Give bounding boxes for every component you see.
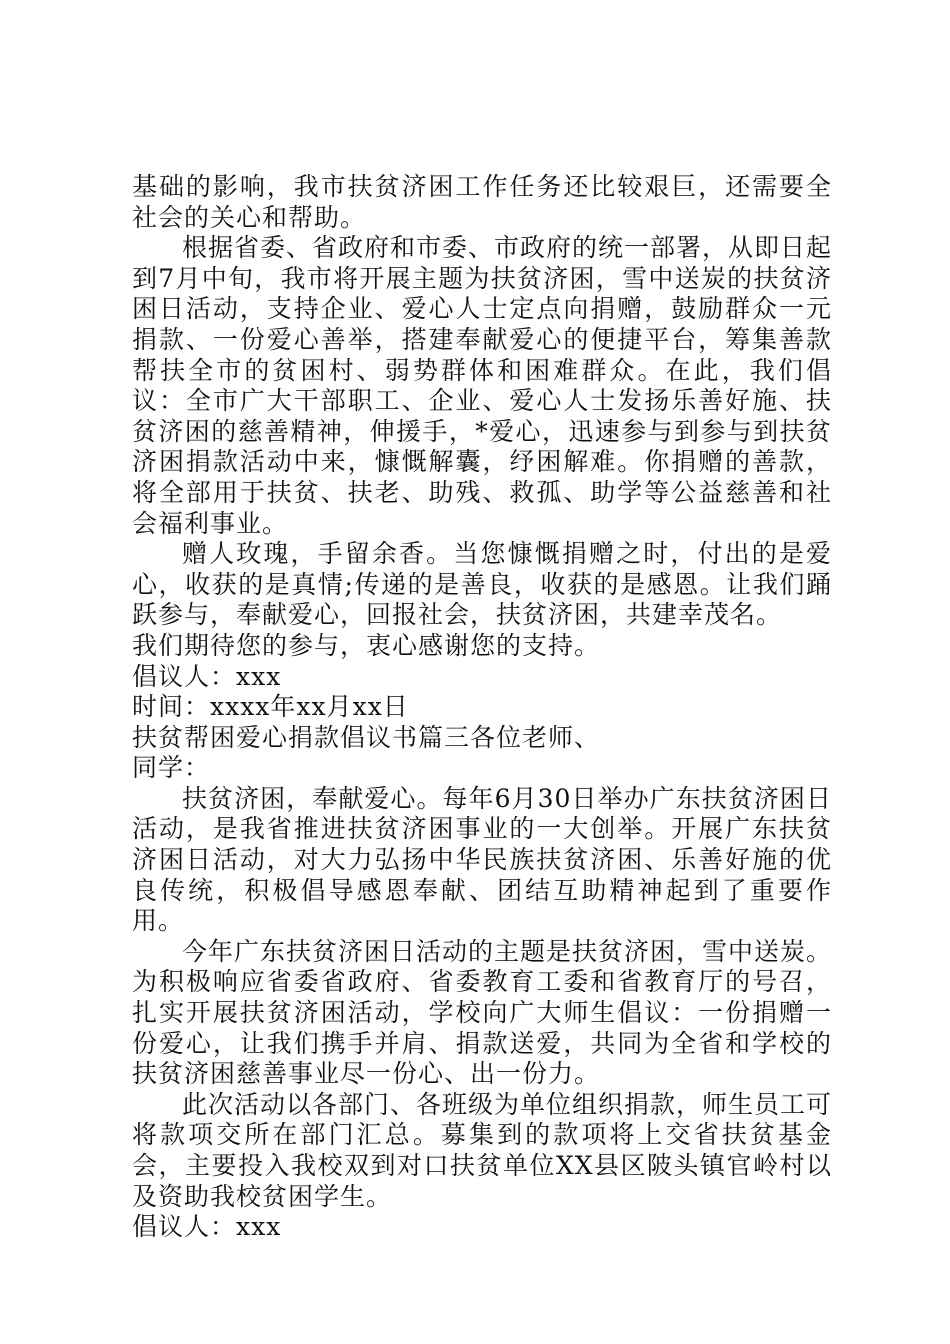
paragraph-roses: 赠人玫瑰，手留余香。当您慷慨捐赠之时，付出的是爱心，收获的是真情;传递的是善良，收获的是感恩。让我们踊跃参与，奉献爱心，回报社会，扶贫济困，共建幸茂名。 (132, 539, 832, 630)
paragraph-theme: 今年广东扶贫济困日活动的主题是扶贫济困，雪中送炭。为积极响应省委省政府、省委教育工委和省教育厅的号召，扎实开展扶贫济困活动，学校向广大师生倡议：一份捐赠一份爱心，让我们携手并肩、捐款送爱，共同为全省和学校的扶贫济困慈善事业尽一份心、出一份力。 (132, 936, 833, 1089)
signature-initiator-2: 倡议人：xxx (132, 1212, 282, 1242)
paragraph-collection: 此次活动以各部门、各班级为单位组织捐款，师生员工可将款项交所在部门汇总。募集到的款项将上交省扶贫基金会，主要投入我校双到对口扶贫单位XX县区陂头镇官岭村以及资助我校贫困学生。 (132, 1089, 833, 1211)
paragraph-continuation: 基础的影响，我市扶贫济困工作任务还比较艰巨，还需要全社会的关心和帮助。 (132, 172, 832, 232)
closing-thanks: 我们期待您的参与，衷心感谢您的支持。 (132, 630, 601, 660)
signature-initiator: 倡议人：xxx (132, 661, 282, 691)
document-body (132, 172, 832, 1243)
salutation: 同学： (132, 753, 211, 783)
paragraph-deployment: 根据省委、省政府和市委、市政府的统一部署，从即日起到7月中旬，我市将开展主题为扶贫济困，雪中送炭的扶贫济困日活动，支持企业、爱心人士定点向捐赠，鼓励群众一元捐款、一份爱心善举，搭建奉献爱心的便捷平台，筹集善款帮扶全市的贫困村、弱势群体和困难群众。在此，我们倡议：全市广大干部职工、企业、爱心人士发扬乐善好施、扶贫济困的慈善精神，伸援手，*爱心，迅速参与到参与到扶贫济困捐款活动中来，慷慨解囊，纾困解难。你捐赠的善款，将全部用于扶贫、扶老、助残、救孤、助学等公益慈善和社会福利事业。 (132, 233, 833, 538)
paragraph-poverty-day: 扶贫济困，奉献爱心。每年6月30日举办广东扶贫济困日活动，是我省推进扶贫济困事业的一大创举。开展广东扶贫济困日活动，对大力弘扬中华民族扶贫济困、乐善好施的优良传统，积极倡导感恩奉献、团结互助精神起到了重要作用。 (132, 783, 832, 936)
section-heading: 扶贫帮困爱心捐款倡议书篇三各位老师、 (132, 722, 601, 752)
signature-date: 时间：xxxx年xx月xx日 (132, 692, 409, 722)
